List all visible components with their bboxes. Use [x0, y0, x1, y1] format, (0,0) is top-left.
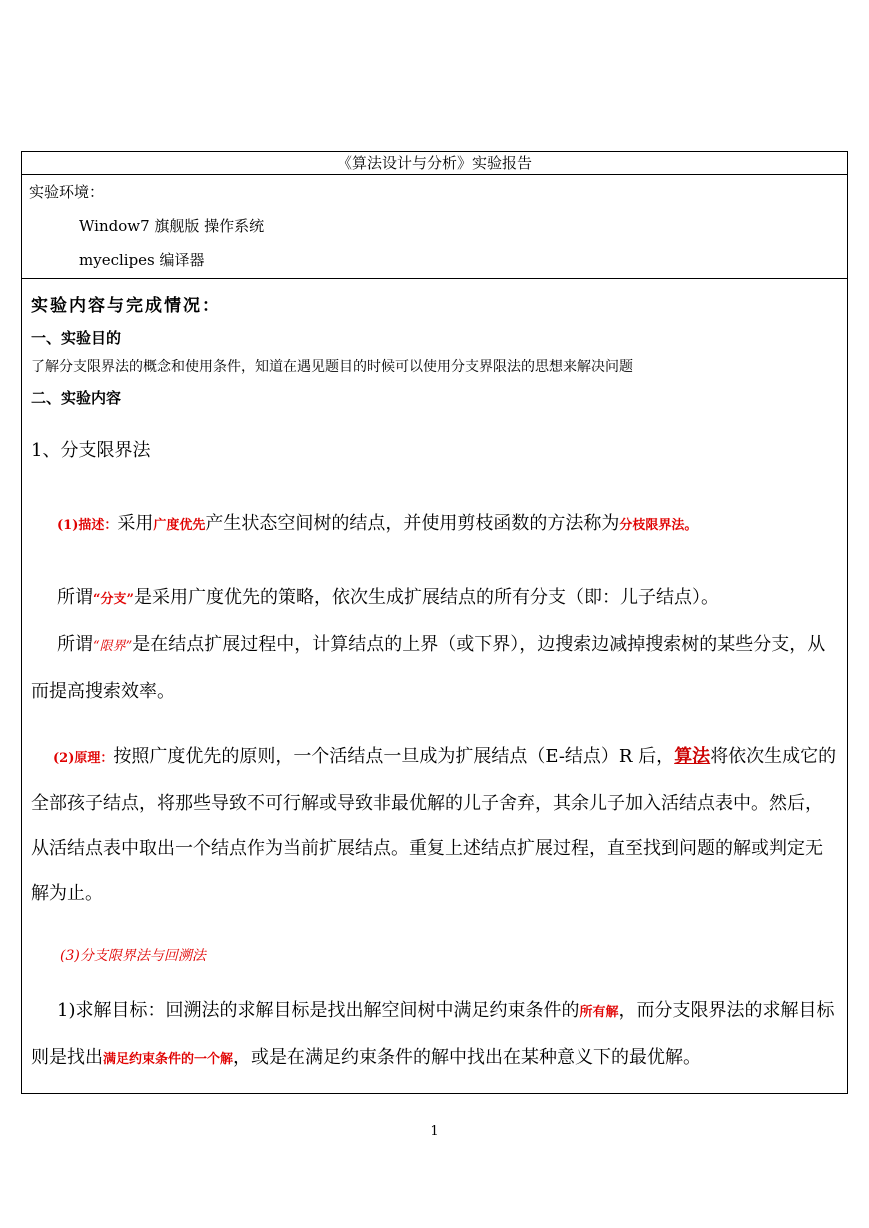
environment-item-os: Window7 旗舰版 操作系统 — [79, 217, 265, 235]
description-paragraph — [22, 471, 847, 551]
section1-title: 一、实验目的 — [31, 329, 122, 347]
section2-title: 二、实验内容 — [31, 389, 122, 407]
algorithm-link[interactable]: 算法 — [674, 746, 711, 767]
branch-paragraph — [22, 575, 847, 622]
goal-compare-highlight2: 满足约束条件的一个解 — [103, 1052, 234, 1067]
principle-part1: 按照广度优先的原则，一个活结点一旦成为扩展结点（E-结点）R 后， — [113, 746, 675, 767]
bound-prefix: 所谓 — [57, 634, 93, 655]
goal-compare-paragraph — [22, 988, 847, 1082]
environment-item-compiler: myeclipes 编译器 — [79, 251, 205, 269]
content-cell — [22, 279, 848, 1094]
environment-label: 实验环境： — [29, 183, 105, 201]
report-title: 《算法设计与分析》实验报告 — [22, 152, 848, 175]
goal-compare-highlight1: 所有解 — [579, 1005, 619, 1020]
bound-paragraph — [22, 622, 847, 714]
bound-text: 是在结点扩展过程中，计算结点的上界（或下界），边搜索边减掉搜索树的某些分支，从而提高搜索效率。 — [31, 634, 826, 702]
section1-text: 了解分支限界法的概念和使用条件，知道在遇见题目的时候可以使用分支界限法的思想来解决问题 — [31, 359, 633, 375]
goal-compare-part1: 1)求解目标：回溯法的求解目标是找出解空间树中满足约束条件的 — [57, 1000, 580, 1021]
description-highlight2: 分枝限界法。 — [619, 518, 698, 533]
principle-paragraph — [22, 734, 847, 916]
branch-text: 是采用广度优先的策略，依次生成扩展结点的所有分支（即：儿子结点）。 — [133, 587, 719, 608]
principle-part2: 将依次生成它的全部孩子结点，将那些导致不可行解或导致非最优解的儿子舍弃，其余儿子加入活结点表中。然后，从活结点表中取出一个结点作为当前扩展结点。重复上述结点扩展过程，直至找到问题的解或判定无解为止。 — [31, 746, 837, 904]
environment-cell — [22, 175, 848, 279]
report-table — [21, 151, 848, 1094]
goal-compare-part2: ，而分支限界法的求解目标则是找出 — [31, 1000, 835, 1068]
compare-heading: (3)分支限界法与回溯法 — [60, 948, 206, 964]
description-label: (1)描述： — [57, 518, 118, 533]
topic-heading: 1、分支限界法 — [31, 440, 151, 461]
branch-prefix: 所谓 — [57, 587, 93, 608]
content-heading: 实验内容与完成情况： — [31, 296, 221, 316]
principle-label: (2)原理： — [53, 751, 114, 766]
description-part1: 采用 — [117, 513, 154, 534]
goal-compare-part3: ，或是在满足约束条件的解中找出在某种意义下的最优解。 — [233, 1047, 702, 1068]
branch-term: “分支” — [93, 592, 134, 607]
page-number: 1 — [430, 1124, 439, 1139]
description-part2: 产生状态空间树的结点，并使用剪枝函数的方法称为 — [205, 513, 620, 534]
bound-term: “限界” — [93, 639, 133, 654]
description-highlight1: 广度优先 — [153, 518, 206, 533]
